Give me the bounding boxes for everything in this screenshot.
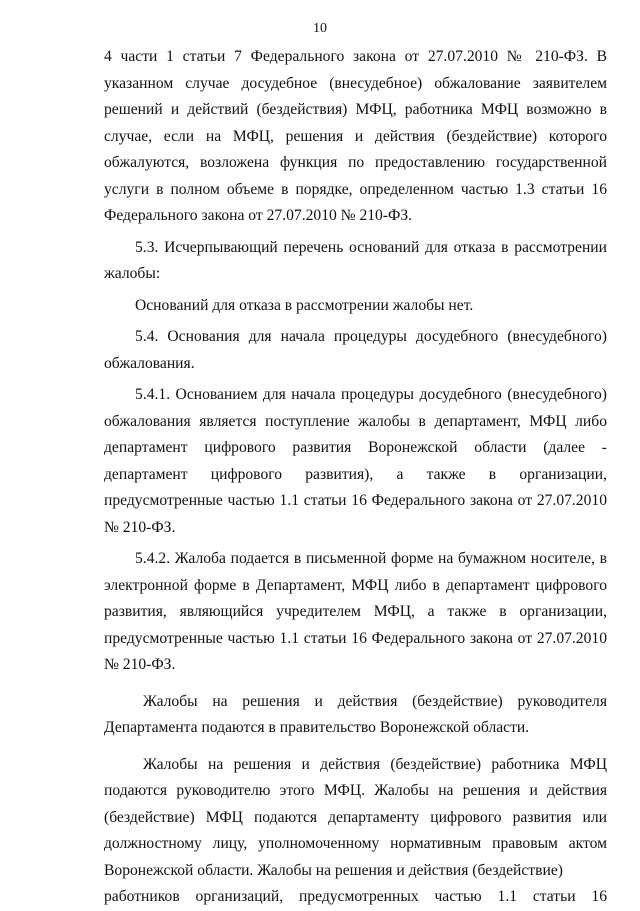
paragraph-5-4-2: 5.4.2. Жалоба подается в письменной форме на бумажном носителе, в электронной форме в Департамент, МФЦ либо в департамент цифрового развития, являющийся учредителем МФЦ, а также в организации, предусмотренные частью 1.1 статьи 16 Федерального закона от 27.07.2010 № 210-ФЗ. [104, 550, 607, 673]
paragraph-continuation: 4 части 1 статьи 7 Федерального закона от 27.07.2010 № 210-ФЗ. В указанном случае досудебное (внесудебное) обжалование заявителем решений и действий (бездействия) МФЦ, работника МФЦ возможно в случае, если на МФЦ, решения и действия (бездействие) которого обжалуются, возложена функция по предоставлению государственной услуги в полном объеме в порядке, определенном частью 1.3 статьи 16 Федерального закона от 27.07.2010 № 210-ФЗ. [104, 48, 607, 224]
paragraph-no-grounds: Оснований для отказа в рассмотрении жалобы нет. [135, 296, 474, 314]
paragraph-5-4: 5.4. Основания для начала процедуры досудебного (внесудебного) обжалования. [104, 328, 607, 372]
paragraph-last-line: работников организаций, предусмотренных частью 1.1 статьи 16 [104, 888, 607, 905]
paragraph-complaints-head: Жалобы на решения и действия (бездействие) руководителя Департамента подаются в правительство Воронежской области. [104, 692, 607, 736]
paragraph-5-4-1: 5.4.1. Основанием для начала процедуры досудебного (внесудебного) обжалования является поступление жалобы в департамент, МФЦ либо департамент цифрового развития Воронежской области (далее - департамент цифрового развития), а также в организации, предусмотренные частью 1.1 статьи 16 Федерального закона от 27.07.2010 № 210-ФЗ. [104, 386, 607, 536]
paragraph-5-3: 5.3. Исчерпывающий перечень оснований для отказа в рассмотрении жалобы: [104, 238, 607, 282]
document-body [104, 44, 607, 911]
page-number: 10 [313, 21, 327, 36]
paragraph-complaints-mfc: Жалобы на решения и действия (бездействие) работника МФЦ подаются руководителю этого МФЦ. Жалобы на решения и действия (бездействие) МФЦ подаются департаменту цифрового развития или должностному лицу, уполномоченному нормативным правовым актом Воронежской области. Жалобы на решения и действия (бездействие) [104, 755, 607, 879]
